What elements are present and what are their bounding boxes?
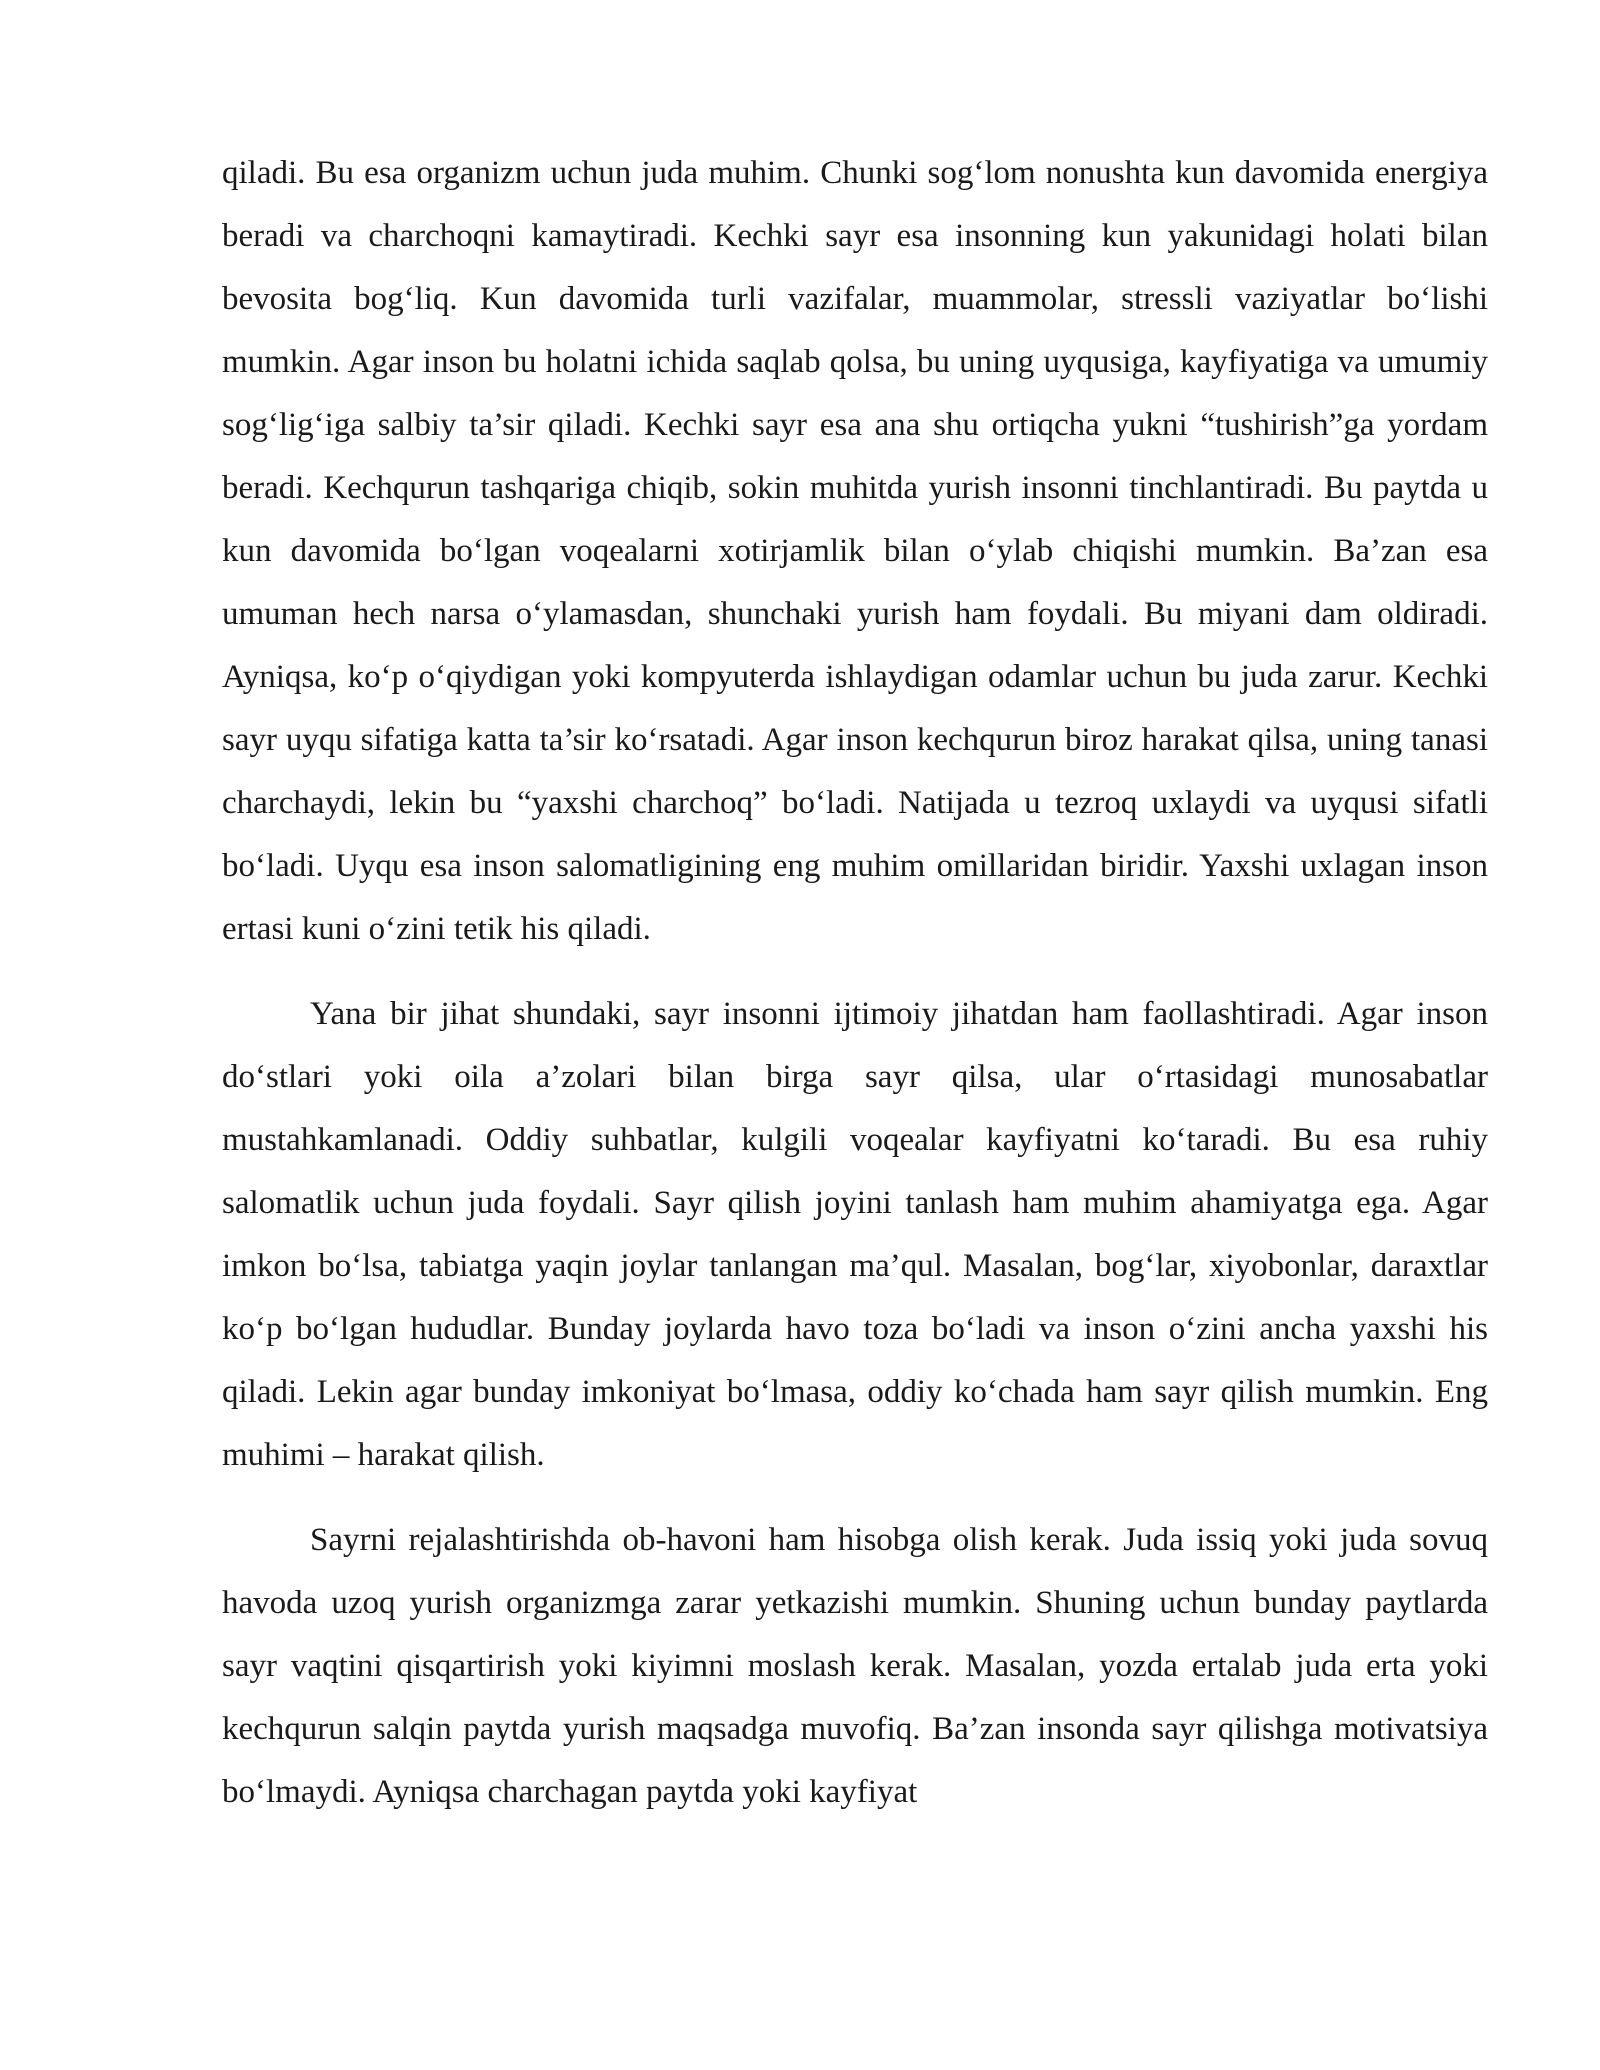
paragraph-1: qiladi. Bu esa organizm uchun juda muhim. Chunki sog‘lom nonushta kun davomida energiya beradi va charchoqni kamaytiradi. Kechki sayr esa insonning kun yakunidagi holati bilan bevosita bog‘liq. Kun davomida turli vazifalar, muammolar, stressli vaziyatlar bo‘lishi mumkin. Agar inson bu holatni ichida saqlab qolsa, bu uning uyqusiga, kayfiyatiga va umumiy sog‘lig‘iga salbiy ta’sir qiladi. Kechki sayr esa ana shu ortiqcha yukni “tushirish”ga yordam beradi. Kechqurun tashqariga chiqib, sokin muhitda yurish insonni tinchlantiradi. Bu paytda u kun davomida bo‘lgan voqealarni xotirjamlik bilan o‘ylab chiqishi mumkin. Ba’zan esa umuman hech narsa o‘ylamasdan, shunchaki yurish ham foydali. Bu miyani dam oldiradi. Ayniqsa, ko‘p o‘qiydigan yoki kompyuterda ishlaydigan odamlar uchun bu juda zarur. Kechki sayr uyqu sifatiga katta ta’sir ko‘rsatadi. Agar inson kechqurun biroz harakat qilsa, uning tanasi charchaydi, lekin bu “yaxshi charchoq” bo‘ladi. Natijada u tezroq uxlaydi va uyqusi sifatli bo‘ladi. Uyqu esa inson salomatligining eng muhim omillaridan biridir. Yaxshi uxlagan inson ertasi kuni o‘zini tetik his qiladi. xyxy=(222,155,1488,947)
document-body xyxy=(222,142,1488,1824)
paragraph-3: Sayrni rejalashtirishda ob-havoni ham hisobga olish kerak. Juda issiq yoki juda sovuq havoda uzoq yurish organizmga zarar yetkazishi mumkin. Shuning uchun bunday paytlarda sayr vaqtini qisqartirish yoki kiyimni moslash kerak. Masalan, yozda ertalab juda erta yoki kechqurun salqin paytda yurish maqsadga muvofiq. Ba’zan insonda sayr qilishga motivatsiya bo‘lmaydi. Ayniqsa charchagan paytda yoki kayfiyat xyxy=(222,1522,1488,1810)
paragraph-2: Yana bir jihat shundaki, sayr insonni ijtimoiy jihatdan ham faollashtiradi. Agar inson do‘stlari yoki oila a’zolari bilan birga sayr qilsa, ular o‘rtasidagi munosabatlar mustahkamlanadi. Oddiy suhbatlar, kulgili voqealar kayfiyatni ko‘taradi. Bu esa ruhiy salomatlik uchun juda foydali. Sayr qilish joyini tanlash ham muhim ahamiyatga ega. Agar imkon bo‘lsa, tabiatga yaqin joylar tanlangan ma’qul. Masalan, bog‘lar, xiyobonlar, daraxtlar ko‘p bo‘lgan hududlar. Bunday joylarda havo toza bo‘ladi va inson o‘zini ancha yaxshi his qiladi. Lekin agar bunday imkoniyat bo‘lmasa, oddiy ko‘chada ham sayr qilish mumkin. Eng muhimi – harakat qilish. xyxy=(222,996,1488,1473)
